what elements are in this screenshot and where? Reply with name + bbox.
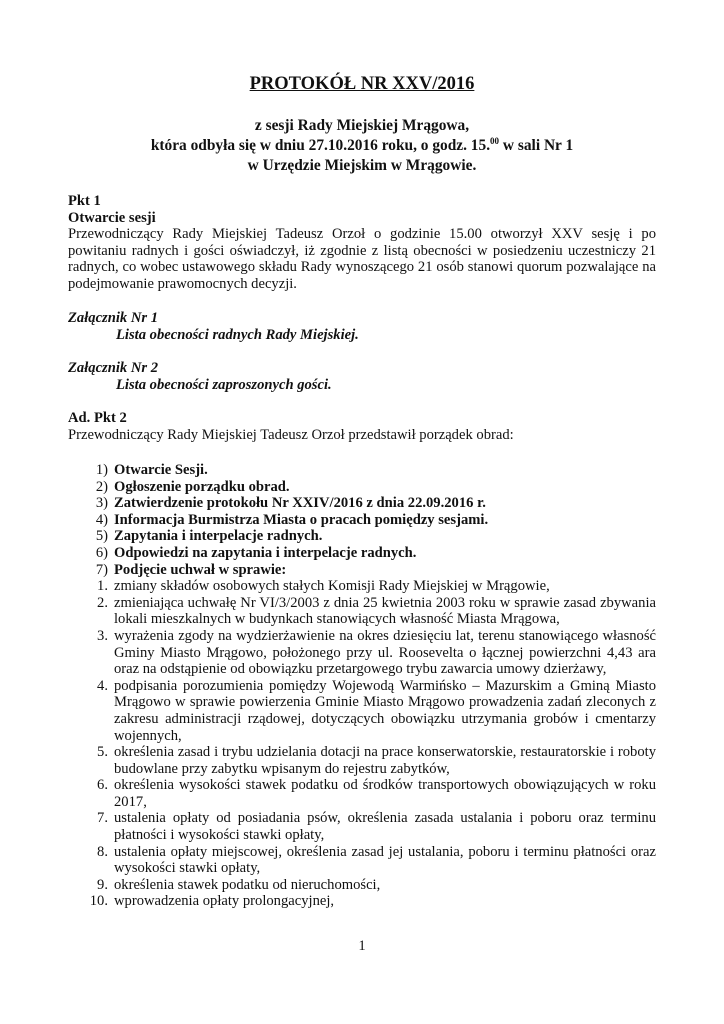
resolution-number: 4. bbox=[97, 677, 108, 694]
resolution-text: podpisania porozumienia pomiędzy Wojewodą Warmińsko – Mazurskim a Gminą Miasto Mrągowo w sprawie powierzenia Gminie Miasto Mrągowo prowadzenia zadań zleconych z zakresu administracji rządowej, dotyczących obowiązku utrzymania grobów i cmentarzy wojennych, bbox=[114, 677, 656, 744]
resolution-text: określenia zasad i trybu udzielania dotacji na prace konserwatorskie, restauratorskie i roboty budowlane przy zabytku wpisanym do rejestru zabytków, bbox=[114, 744, 656, 777]
document-title: PROTOKÓŁ NR XXV/2016 bbox=[249, 74, 475, 94]
attachment-1-title: Załącznik Nr 1 bbox=[68, 310, 158, 326]
agenda-item-text: Podjęcie uchwał w sprawie: bbox=[114, 561, 287, 578]
agenda-item-number: 3) bbox=[95, 495, 108, 512]
agenda-item-text: Informacja Burmistrza Miasta o pracach pomiędzy sesjami. bbox=[114, 511, 489, 528]
agenda-item-text: Zatwierdzenie protokołu Nr XXIV/2016 z dnia 22.09.2016 r. bbox=[114, 495, 486, 512]
agenda-item-text: Ogłoszenie porządku obrad. bbox=[114, 478, 290, 495]
attachment-1-description: Lista obecności radnych Rady Miejskiej. bbox=[116, 326, 359, 343]
resolution-number: 7. bbox=[97, 810, 108, 827]
agenda-item-number: 6) bbox=[95, 544, 108, 561]
subtitle-time-superscript: 00 bbox=[490, 136, 500, 146]
subtitle-line-1: z sesji Rady Miejskiej Mrągowa, bbox=[254, 117, 470, 134]
resolution-text: ustalenia opłaty od posiadania psów, określenia zasada ustalania i poboru oraz terminu płatności i wysokości stawki opłaty, bbox=[114, 810, 656, 844]
subtitle-line-2 bbox=[68, 136, 656, 156]
resolution-number: 9. bbox=[97, 876, 108, 893]
agenda-item-number: 1) bbox=[95, 462, 108, 478]
resolution-item bbox=[68, 595, 656, 628]
attachment-2 bbox=[68, 360, 656, 393]
resolution-number: 5. bbox=[97, 744, 108, 761]
resolution-item bbox=[68, 744, 656, 777]
subtitle-line-2-text: która odbyła się w dniu 27.10.2016 roku, o godz. 15. bbox=[150, 137, 491, 154]
pkt2-intro: Przewodniczący Rady Miejskiej Tadeusz Orzoł przedstawił porządek obrad: bbox=[68, 426, 514, 443]
agenda-item bbox=[68, 495, 656, 512]
resolution-item bbox=[68, 877, 656, 894]
agenda-item bbox=[68, 512, 656, 529]
agenda-list bbox=[68, 462, 656, 910]
resolution-item bbox=[68, 578, 656, 595]
agenda-item-number: 7) bbox=[95, 561, 108, 578]
document-subtitle bbox=[68, 116, 656, 176]
resolution-number: 1. bbox=[97, 578, 108, 595]
agenda-item-text: Zapytania i interpelacje radnych. bbox=[114, 528, 323, 545]
attachment-1 bbox=[68, 310, 656, 343]
pkt2-label: Ad. Pkt 2 bbox=[68, 410, 127, 426]
agenda-item-text: Otwarcie Sesji. bbox=[114, 462, 208, 478]
resolution-text: wprowadzenia opłaty prolongacyjnej, bbox=[114, 893, 335, 910]
resolution-text: określenia stawek podatku od nieruchomości, bbox=[114, 876, 381, 893]
resolution-number: 10. bbox=[89, 893, 108, 910]
subtitle-line-2-end: w sali Nr 1 bbox=[499, 137, 574, 154]
section-pkt2 bbox=[68, 410, 656, 443]
agenda-item-number: 4) bbox=[95, 511, 108, 528]
resolution-text: określenia wysokości stawek podatku od środków transportowych obowiązujących w roku 2017, bbox=[114, 777, 656, 810]
resolution-number: 6. bbox=[97, 777, 108, 794]
subtitle-line-3: w Urzędzie Miejskim w Mrągowie. bbox=[247, 157, 477, 174]
agenda-item-text: Odpowiedzi na zapytania i interpelacje radnych. bbox=[114, 544, 417, 561]
resolution-number: 8. bbox=[97, 843, 108, 860]
page-number: 1 bbox=[358, 938, 366, 954]
section-pkt1 bbox=[68, 193, 656, 293]
agenda-item bbox=[68, 562, 656, 579]
resolution-item bbox=[68, 628, 656, 678]
resolution-item bbox=[68, 678, 656, 744]
resolution-item bbox=[68, 893, 656, 910]
resolution-text: wyrażenia zgody na wydzierżawienie na okres dziesięciu lat, terenu stanowiącego własność Gminy Miasto Mrągowo, położonego przy ul. Roosevelta o łącznej powierzchni 4,43 ara oraz na odstąpienie od obowiązku przetargowego trybu zawarcia umowy dzierżawy, bbox=[114, 627, 656, 678]
agenda-item-number: 5) bbox=[95, 528, 108, 545]
agenda-item bbox=[68, 528, 656, 545]
resolution-item bbox=[68, 777, 656, 810]
pkt1-heading: Otwarcie sesji bbox=[68, 209, 156, 226]
resolution-text: ustalenia opłaty miejscowej, określenia zasad jej ustalania, poboru i terminu płatności oraz wysokości stawki opłaty, bbox=[114, 843, 656, 877]
pkt1-label: Pkt 1 bbox=[68, 193, 101, 209]
agenda-item bbox=[68, 462, 656, 479]
pkt1-text: Przewodniczący Rady Miejskiej Tadeusz Orzoł o godzinie 15.00 otworzył XXV sesję i po powitaniu radnych i gości oświadczył, iż zgodnie z listą obecności w posiedzeniu uczestniczy 21 radnych, co wobec ustawowego składu Rady wynoszącego 21 osób stanowi quorum pozwalające na podejmowanie prawomocnych decyzji. bbox=[68, 226, 656, 292]
attachment-2-description: Lista obecności zaproszonych gości. bbox=[116, 376, 332, 393]
resolution-item bbox=[68, 810, 656, 843]
agenda-item-number: 2) bbox=[95, 478, 108, 495]
resolution-item bbox=[68, 844, 656, 877]
agenda-item bbox=[68, 545, 656, 562]
resolution-text: zmieniająca uchwałę Nr VI/3/2003 z dnia 25 kwietnia 2003 roku w sprawie zasad zbywania lokali mieszkalnych w budynkach stanowiących własność Miasta Mrągowa, bbox=[114, 594, 656, 628]
agenda-item bbox=[68, 479, 656, 496]
resolution-number: 2. bbox=[97, 594, 108, 611]
resolution-text: zmiany składów osobowych stałych Komisji Rady Miejskiej w Mrągowie, bbox=[114, 578, 550, 595]
resolution-number: 3. bbox=[97, 627, 108, 644]
attachment-2-title: Załącznik Nr 2 bbox=[68, 360, 158, 376]
